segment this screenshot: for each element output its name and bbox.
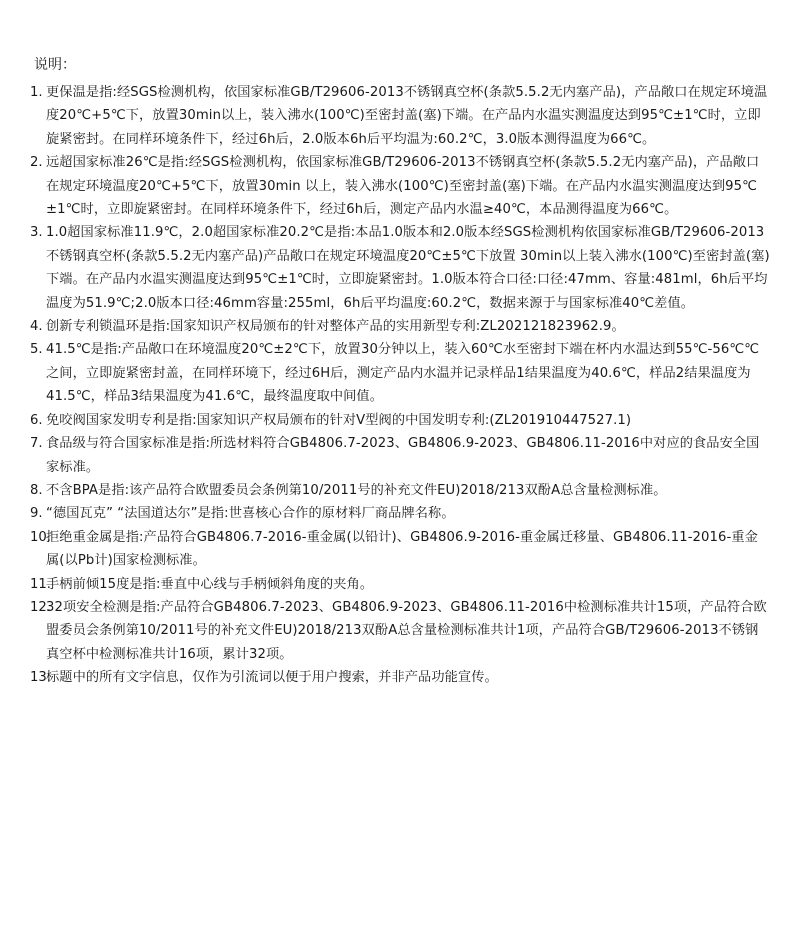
note-text: 食品级与符合国家标准是指:所选材料符合GB4806.7-2023、GB4806.9-2023、GB4806.11-2016中对应的食品安全国家标准。 xyxy=(46,436,760,475)
note-number: 1. xyxy=(30,85,43,100)
note-number: 4. xyxy=(30,319,43,335)
note-number: 13. xyxy=(30,670,51,686)
note-text: “德国瓦克” “法国道达尔”是指:世喜核心合作的原材料厂商品牌名称。 xyxy=(46,506,455,522)
note-text: 更保温是指:经SGS检测机构，依国家标准GB/T29606-2013不锈钢真空杯(条款5.5.2无内塞产品)，产品敞口在规定环境温度20℃+5℃下，放置30min以上，装入沸水(100℃)至密封盖(塞)下端。在产品内水温实测温度达到95℃±1℃时，立即旋紧密封。在同样环境条件下，经过6h后，2.0版本6h后平均温为:60.2℃，3.0版本测得温度为66℃。 xyxy=(46,85,768,147)
note-item xyxy=(30,479,770,502)
note-text: 拒绝重金属是指:产品符合GB4806.7-2016-重金属(以铅计)、GB4806.9-2016-重金属迁移量、GB4806.11-2016-重金属(以Pb计)国家检测标准。 xyxy=(46,529,758,569)
note-item xyxy=(30,221,770,315)
note-text: 创新专利锁温环是指:国家知识产权局颁布的针对整体产品的实用新型专利:ZL202121823962.9。 xyxy=(46,319,625,335)
note-text: 不含BPA是指:该产品符合欧盟委员会条例第10/2011号的补充文件EU)2018/213双酚A总含量检测标准。 xyxy=(46,482,667,498)
note-text: 手柄前倾15度是指:垂直中心线与手柄倾斜角度的夹角。 xyxy=(46,576,374,592)
note-number: 6. xyxy=(30,412,43,428)
note-number: 3. xyxy=(30,225,43,241)
note-number: 11. xyxy=(30,576,51,592)
note-item xyxy=(30,432,770,479)
note-text: 32项安全检测是指:产品符合GB4806.7-2023、GB4806.9-2023、GB4806.11-2016中检测标准共计15项，产品符合欧盟委员会条例第10/2011号的补充文件EU)2018/213双酚A总含量检测标准共计1项，产品符合GB/T29606-2013不锈钢真空杯中检测标准共计16项，累计32项。 xyxy=(46,599,767,662)
note-item xyxy=(30,666,770,689)
notes-list xyxy=(30,81,770,690)
note-item xyxy=(30,81,770,151)
note-item xyxy=(30,596,770,666)
note-text: 标题中的所有文字信息，仅作为引流词以便于用户搜索，并非产品功能宣传。 xyxy=(46,670,498,686)
note-number: 7. xyxy=(30,436,43,452)
note-item xyxy=(30,338,770,408)
note-number: 9. xyxy=(30,506,43,522)
note-text: 41.5℃是指:产品敞口在环境温度20℃±2℃下，放置30分钟以上，装入60℃水至密封下端在杯内水温达到55℃-56℃℃之间，立即旋紧密封盖，在同样环境下，经过6H后，测定产品内水温并记录样品1结果温度为40.6℃，样品2结果温度为41.5℃，样品3结果温度为41.6℃，最终温度取中间值。 xyxy=(46,342,760,405)
note-text: 1.0超国家标准11.9℃，2.0超国家标准20.2℃是指:本品1.0版本和2.0版本经SGS检测机构依国家标准GB/T29606-2013不锈钢真空杯(条款5.5.2无内塞产品)产品敞口在规定环境温度20℃±5℃下放置 30min以上装入沸水(100℃)至密封盖(塞)下端。在产品内水温实测温度达到95℃±1℃时，立即旋紧密封。1.0版本符合口径:口径:47mm、容量:481ml，6h后平均温度为51.9℃;2.0版本口径:46mm容量:255ml，6h后平均温度:60.2℃，数据来源于与国家标准40℃差值。 xyxy=(46,225,770,311)
note-number: 5. xyxy=(30,342,43,358)
notes-heading: 说明： xyxy=(34,57,76,73)
note-number: 2. xyxy=(30,155,43,171)
note-item xyxy=(30,502,770,525)
note-item xyxy=(30,526,770,573)
note-number: 8. xyxy=(30,482,43,498)
note-item xyxy=(30,573,770,596)
note-text: 免咬阀国家发明专利是指:国家知识产权局颁布的针对V型阀的中国发明专利:(ZL201910447527.1) xyxy=(46,412,632,428)
note-item xyxy=(30,315,770,338)
note-item xyxy=(30,409,770,432)
note-text: 远超国家标准26℃是指:经SGS检测机构，依国家标准GB/T29606-2013不锈钢真空杯(条款5.5.2无内塞产品)，产品敞口在规定环境温度20℃+5℃下，放置30min 以上，装入沸水(100℃)至密封盖(塞)下端。在产品内水温实测温度达到95℃±1℃时，立即旋紧密封。在同样环境条件下，经过6h后，测定产品内水温≥40℃，本品测得温度为66℃。 xyxy=(46,155,760,218)
note-number: 10. xyxy=(30,529,51,545)
note-number: 12. xyxy=(30,599,51,615)
note-item xyxy=(30,151,770,221)
